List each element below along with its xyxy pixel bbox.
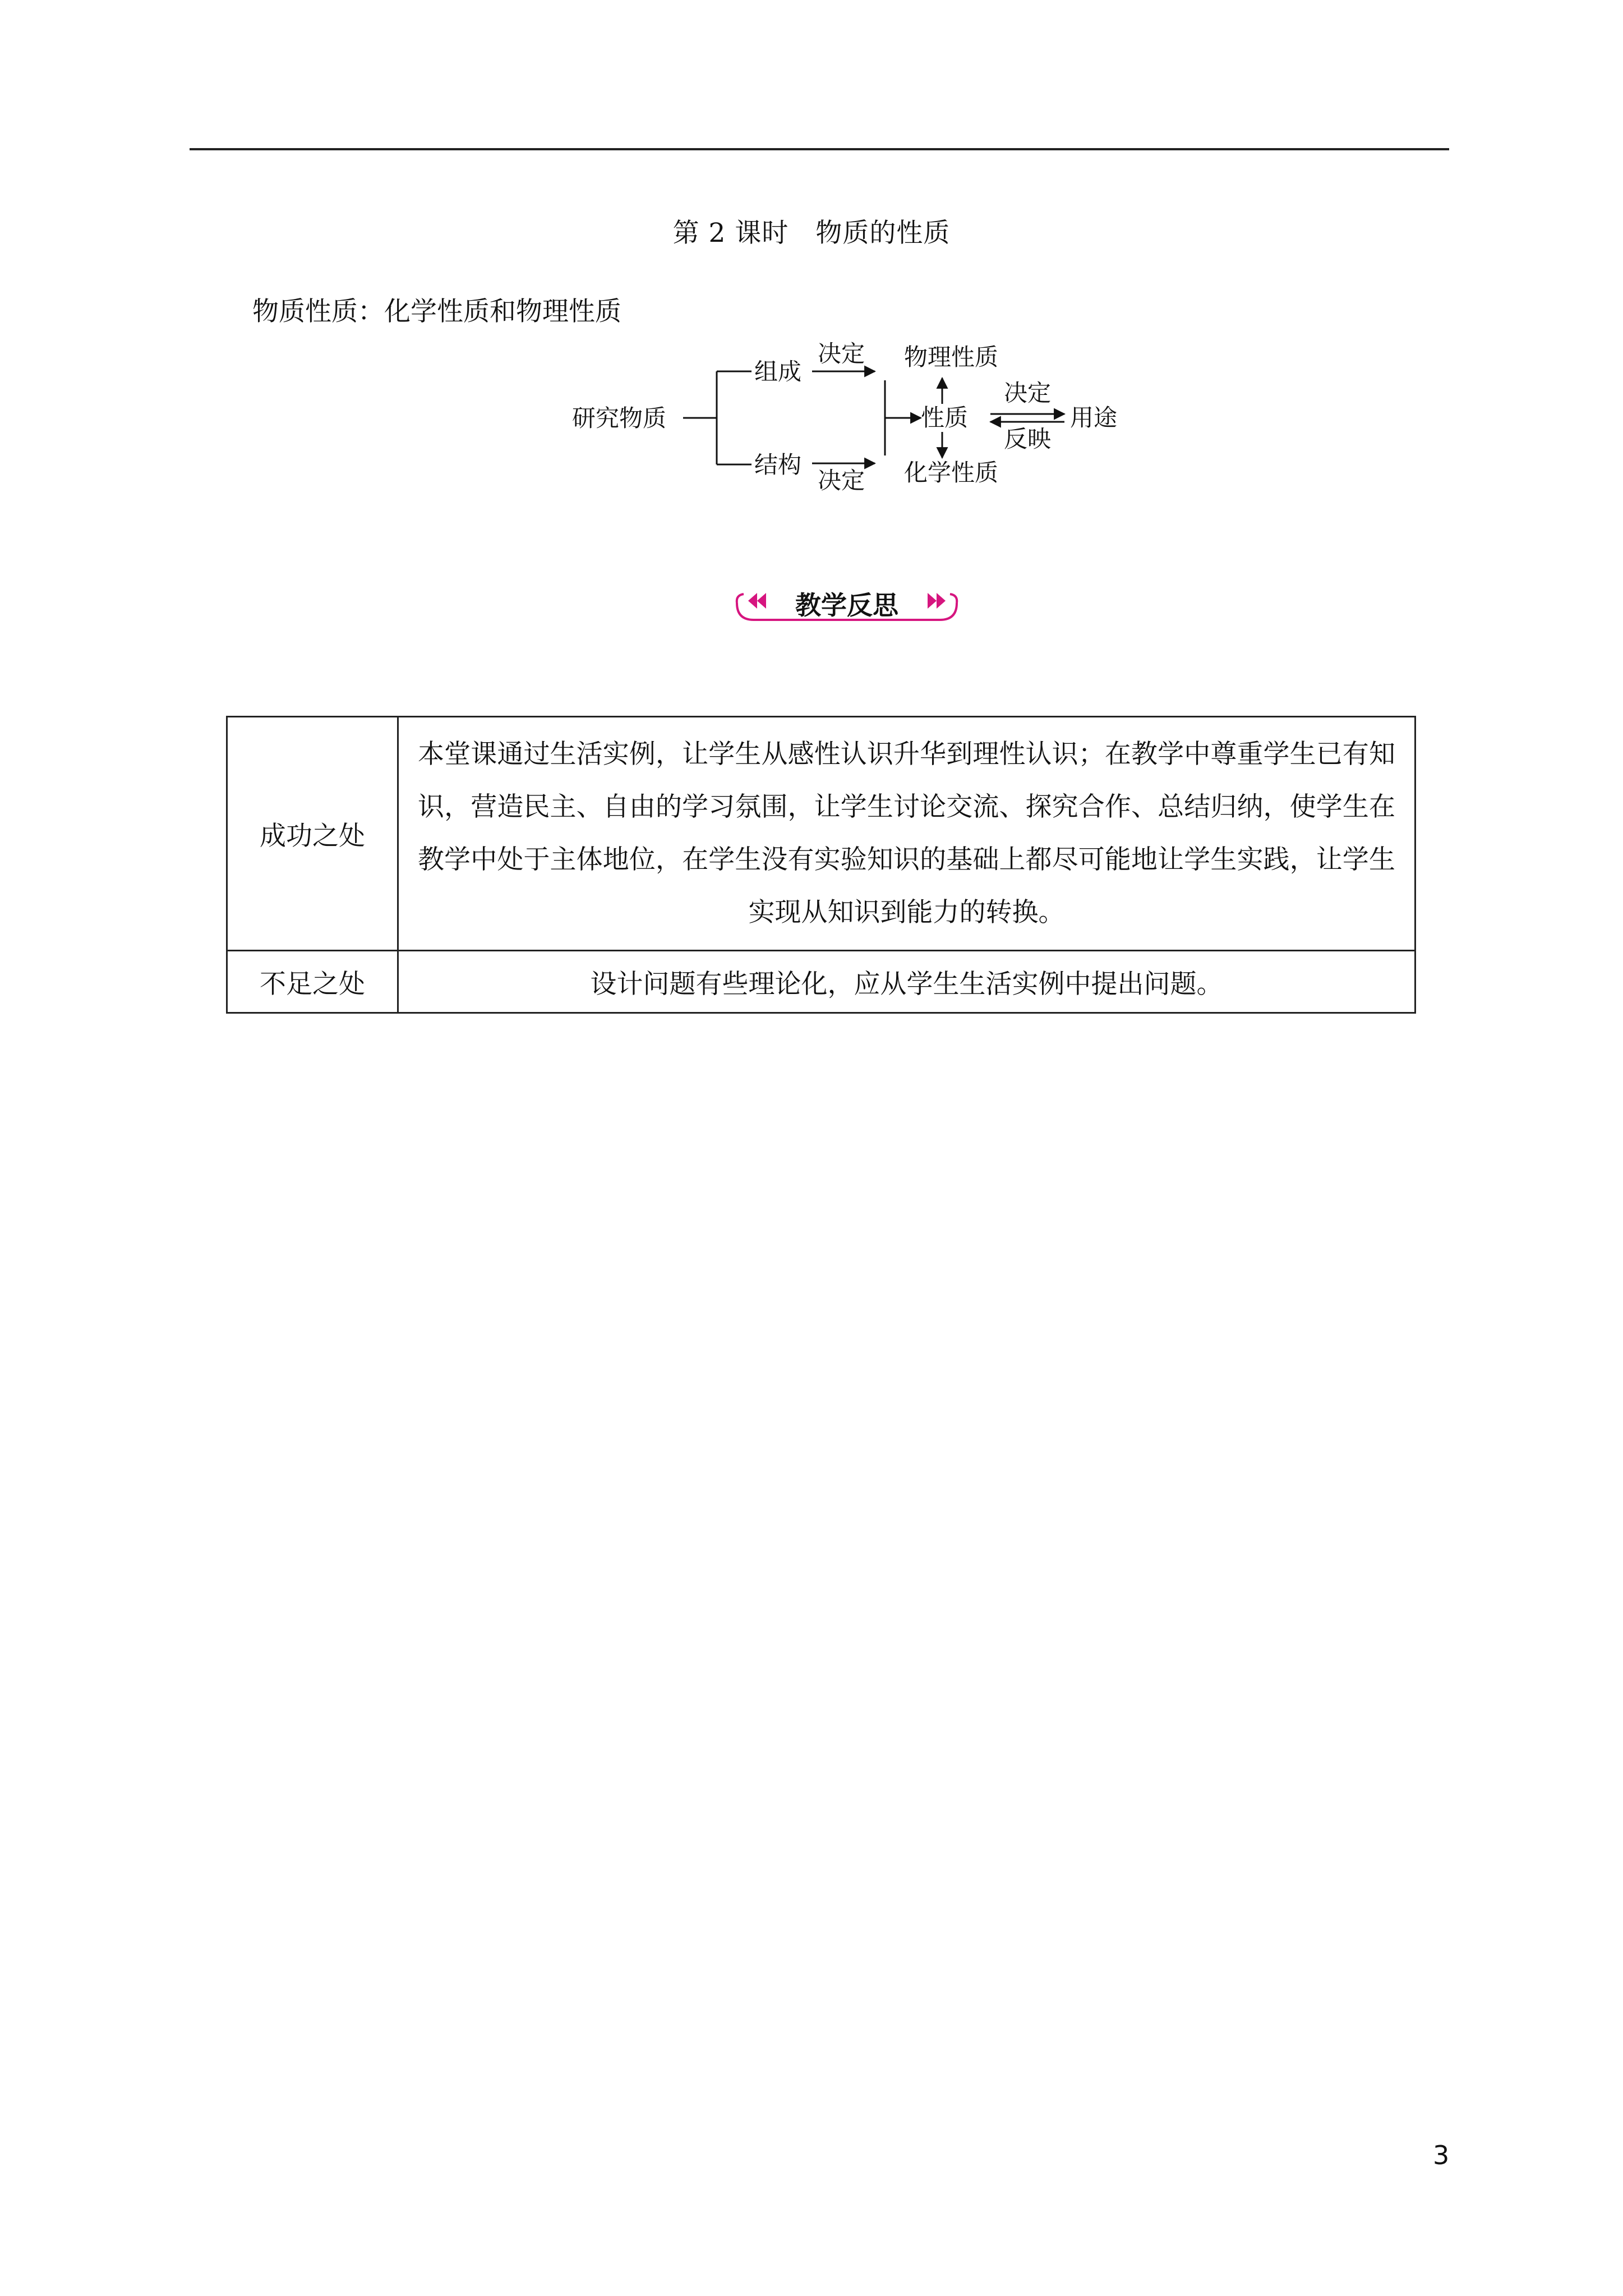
diagram-decide-bottom: 决定	[818, 467, 865, 494]
row-label-shortcoming: 不足之处	[227, 951, 398, 1013]
reflection-table	[226, 716, 1416, 1014]
diagram-structure: 结构	[754, 451, 802, 478]
diagram-physical-property: 物理性质	[904, 343, 999, 371]
teaching-reflection-banner	[729, 581, 965, 625]
diagram-reflect: 反映	[1004, 425, 1052, 453]
diagram-decide-right: 决定	[1004, 379, 1052, 407]
table-row	[227, 951, 1415, 1013]
row-content-success: 本堂课通过生活实例，让学生从感性认识升华到理性认识；在教学中尊重学生已有知识，营造民主、自由的学习氛围，让学生讨论交流、探究合作、总结归纳，使学生在教学中处于主体地位，在学生没有实验知识的基础上都尽可能地让学生实践，让学生实现从知识到能力的转换。	[398, 717, 1415, 951]
diagram-use: 用途	[1070, 404, 1118, 431]
lesson-title: 第 2 课时 物质的性质	[672, 218, 951, 249]
diagram-chemical-property: 化学性质	[904, 459, 999, 486]
row-label-success: 成功之处	[227, 717, 398, 951]
table-row	[227, 717, 1415, 951]
page-number: 3	[1433, 2140, 1450, 2170]
diagram-decide-top: 决定	[818, 340, 865, 367]
intro-text: 物质性质：化学性质和物理性质	[252, 296, 621, 327]
header-rule	[190, 148, 1449, 150]
diagram-property: 性质	[921, 404, 969, 431]
banner-label: 教学反思	[795, 590, 898, 620]
row-content-shortcoming: 设计问题有些理论化，应从学生生活实例中提出问题。	[398, 951, 1415, 1013]
concept-diagram	[561, 337, 1166, 505]
diagram-composition: 组成	[754, 358, 802, 385]
diagram-root: 研究物质	[572, 404, 667, 432]
